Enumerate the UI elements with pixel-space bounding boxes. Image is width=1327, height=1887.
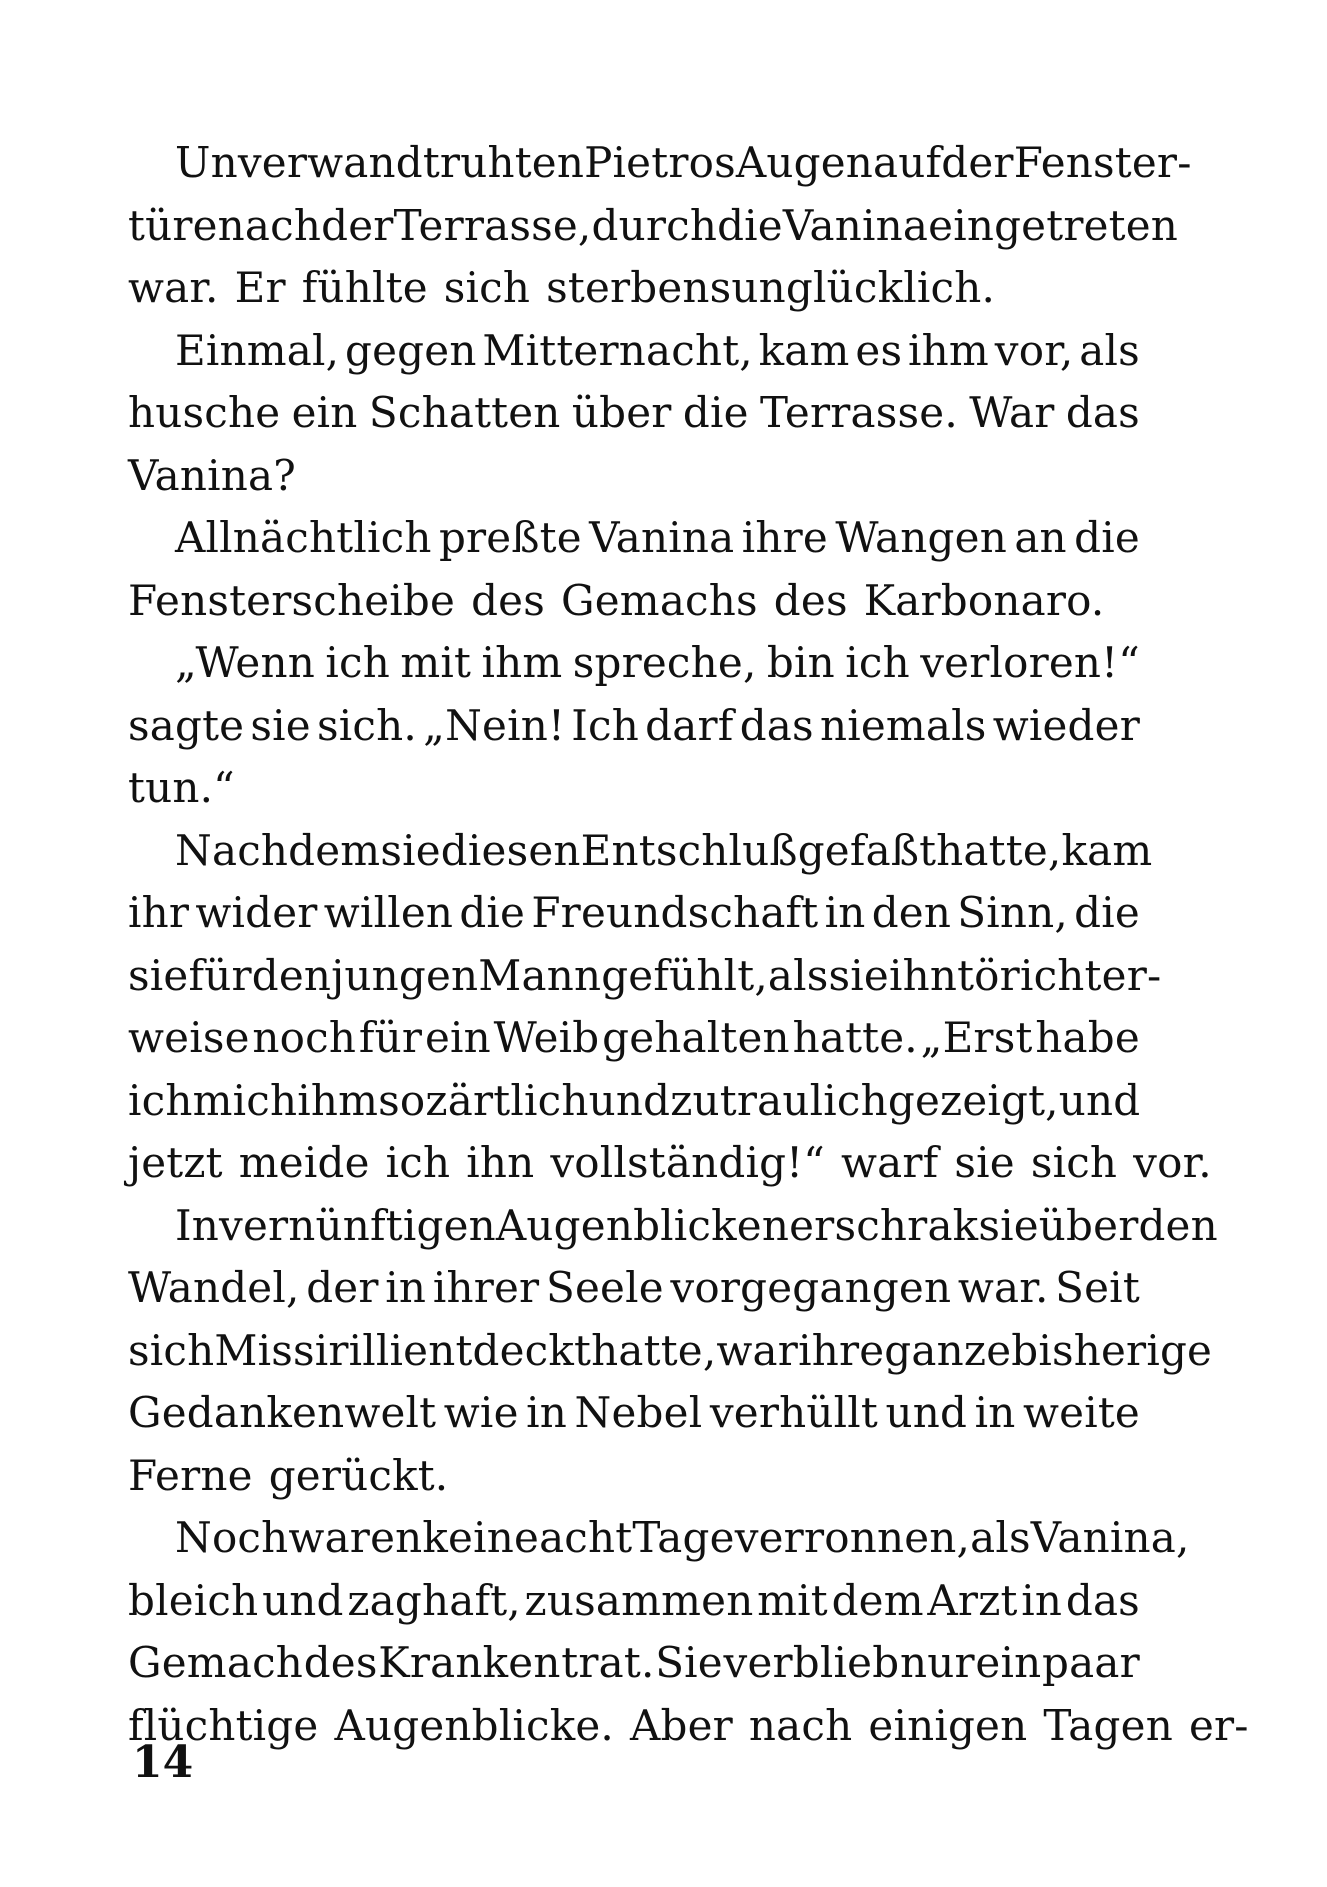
text-line: weise noch für ein Weib gehalten hatte. „Erst habe — [128, 1013, 1140, 1062]
text-line: Wandel, der in ihrer Seele vorgegangen war. Seit — [128, 1263, 1140, 1312]
text-line: Ferne gerückt. — [128, 1450, 449, 1500]
text-line: Nachdem sie diesen Entschluß gefaßt hatte, kam — [175, 825, 1153, 875]
text-line: ich mich ihm so zärtlich und zutraulich gezeigt, und — [128, 1075, 1141, 1125]
text-line: „Wenn ich mit ihm spreche, bin ich verloren!“ — [175, 638, 1140, 687]
text-line: jetzt meide ich ihn vollständig!“ warf sie sich vor. — [128, 1138, 1212, 1187]
text-line: Fensterscheibe des Gemachs des Karbonaro. — [128, 575, 1105, 625]
page-body-text — [128, 132, 1249, 1757]
text-line: sagte sie sich. „Nein! Ich darf das niemals wieder — [128, 700, 1140, 750]
text-line: ihr wider willen die Freundschaft in den Sinn, die — [128, 888, 1140, 937]
text-line: Gemach des Kranken trat. Sie verblieb nur ein paar — [128, 1638, 1140, 1687]
text-line: Vanina? — [128, 450, 297, 500]
text-line: husche ein Schatten über die Terrasse. War das — [128, 388, 1140, 437]
text-line: tun.“ — [128, 763, 235, 812]
text-line: In vernünftigen Augenblicken erschrak sie über den — [175, 1200, 1218, 1250]
page-number: 14 — [132, 1737, 194, 1788]
text-line: türe nach der Terrasse, durch die Vanina eingetreten — [128, 200, 1179, 250]
text-line: Gedankenwelt wie in Nebel verhüllt und in weite — [128, 1388, 1140, 1437]
text-line: sich Missirilli entdeckt hatte, war ihre ganze bisherige — [128, 1325, 1213, 1375]
text-line: flüchtige Augenblicke. Aber nach einigen Tagen er- — [128, 1700, 1249, 1750]
text-line: war. Er fühlte sich sterbensunglücklich. — [128, 263, 996, 312]
text-line: Unverwandt ruhten Pietros Augen auf der Fenster- — [175, 138, 1192, 187]
text-line: Noch waren keine acht Tage verronnen, als Vanina, — [175, 1513, 1190, 1562]
text-line: sie für den jungen Mann gefühlt, als sie ihn törichter- — [128, 950, 1162, 1000]
text-line: Einmal, gegen Mitternacht, kam es ihm vor, als — [175, 325, 1140, 375]
text-line: Allnächtlich preßte Vanina ihre Wangen an die — [175, 513, 1140, 562]
text-line: bleich und zaghaft, zusammen mit dem Arzt in das — [128, 1575, 1140, 1625]
